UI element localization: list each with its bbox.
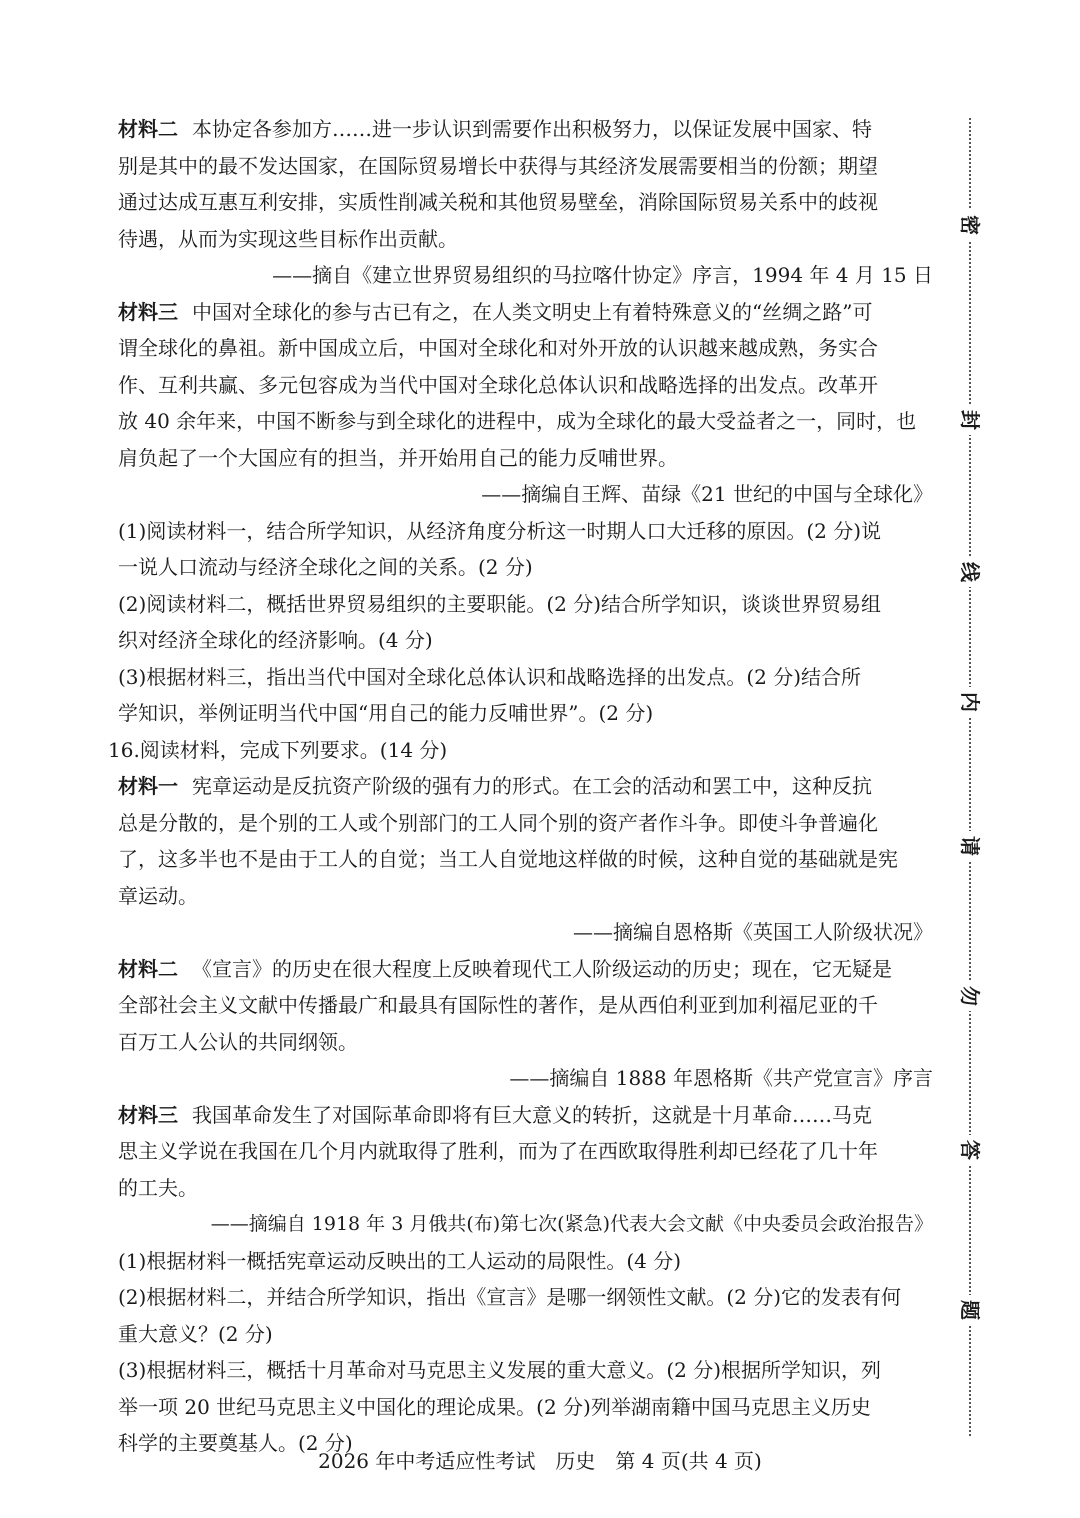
q15-subquestions bbox=[118, 513, 933, 732]
text-line: 待遇，从而为实现这些目标作出贡献。 bbox=[118, 226, 458, 251]
text-line: 材料二 《宣言》的历史在很大程度上反映着现代工人阶级运动的历史；现在，它无疑是 bbox=[118, 956, 892, 981]
text-line: 材料三 中国对全球化的参与古已有之，在人类文明史上有着特殊意义的“丝绸之路”可 bbox=[118, 299, 873, 324]
text-line: 肩负起了一个大国应有的担当，并开始用自己的能力反哺世界。 bbox=[118, 445, 678, 470]
citation: ——摘编自王辉、苗绿《21 世纪的中国与全球化》 bbox=[481, 482, 933, 506]
text-line: 谓全球化的鼻祖。新中国成立后，中国对全球化和对外开放的认识越来越成熟，务实合 bbox=[118, 336, 878, 360]
exam-page-content bbox=[108, 111, 933, 1462]
text-line: 思主义学说在我国在几个月内就取得了胜利，而为了在西欧取得胜利却已经花了几十年 bbox=[118, 1139, 878, 1163]
citation: ——摘编自恩格斯《英国工人阶级状况》 bbox=[573, 920, 933, 944]
subquestion-line: (1)根据材料一概括宪章运动反映出的工人运动的局限性。(4 分) bbox=[118, 1248, 682, 1273]
binding-line bbox=[955, 118, 985, 1436]
text-line: 别是其中的最不发达国家，在国际贸易增长中获得与其经济发展需要相当的份额；期望 bbox=[118, 153, 878, 178]
subquestion-line: 科学的主要奠基人。(2 分) bbox=[118, 1431, 353, 1455]
subquestion-line: (3)根据材料三，指出当代中国对全球化总体认识和战略选择的出发点。(2 分)结合所 bbox=[118, 664, 862, 689]
text-line: 作、互利共赢、多元包容成为当代中国对全球化总体认识和战略选择的出发点。改革开 bbox=[118, 372, 878, 397]
q16-material-2 bbox=[118, 951, 933, 1097]
subquestion-line: (1)阅读材料一，结合所学知识，从经济角度分析这一时期人口大迁移的原因。(2 分)说 bbox=[118, 518, 882, 543]
text-line: 章运动。 bbox=[118, 883, 198, 908]
text-line: 材料二 本协定各参加方……进一步认识到需要作出积极努力，以保证发展中国家、特 bbox=[118, 117, 872, 141]
binding-char: 内 bbox=[958, 687, 982, 717]
material-label: 材料三 bbox=[118, 1102, 178, 1127]
subquestion-line: 重大意义？(2 分) bbox=[118, 1321, 273, 1346]
q16-material-1 bbox=[118, 768, 933, 951]
subquestion-line: 学知识，举例证明当代中国“用自己的能力反哺世界”。(2 分) bbox=[118, 701, 654, 725]
subquestion-line: 织对经济全球化的经济影响。(4 分) bbox=[118, 628, 433, 652]
binding-char: 线 bbox=[958, 557, 982, 587]
subquestion-line: (2)根据材料二，并结合所学知识，指出《宣言》是哪一纲领性文献。(2 分)它的发表有何 bbox=[118, 1285, 902, 1309]
question-16-heading: 16.阅读材料，完成下列要求。(14 分) bbox=[108, 737, 448, 762]
material-label: 材料二 bbox=[118, 956, 178, 981]
text-line: 百万工人公认的共同纲领。 bbox=[118, 1029, 358, 1054]
material-label: 材料三 bbox=[118, 299, 178, 324]
subquestion-line: (2)阅读材料二，概括世界贸易组织的主要职能。(2 分)结合所学知识，谈谈世界贸易组 bbox=[118, 591, 882, 616]
binding-char: 密 bbox=[958, 210, 982, 240]
citation: ——摘编自 1918 年 3 月俄共(布)第七次(紧急)代表大会文献《中央委员会政治报告》 bbox=[210, 1213, 933, 1235]
q16-subquestions bbox=[118, 1243, 933, 1462]
text-line: 了，这多半也不是由于工人的自觉；当工人自觉地这样做的时候，这种自觉的基础就是宪 bbox=[118, 847, 898, 871]
dotted-seal-line bbox=[969, 118, 971, 1436]
text-line: 全部社会主义文献中传播最广和最具有国际性的著作，是从西伯利亚到加利福尼亚的千 bbox=[118, 993, 878, 1017]
binding-char: 封 bbox=[958, 405, 982, 435]
citation: ——摘编自 1888 年恩格斯《共产党宣言》序言 bbox=[509, 1066, 933, 1090]
subquestion-line: 举一项 20 世纪马克思主义中国化的理论成果。(2 分)列举湖南籍中国马克思主义历史 bbox=[118, 1394, 871, 1419]
text-line: 材料一 宪章运动是反抗资产阶级的强有力的形式。在工会的活动和罢工中，这种反抗 bbox=[118, 774, 872, 798]
material-3-globalization bbox=[118, 294, 933, 513]
material-label: 材料二 bbox=[118, 117, 178, 141]
binding-char: 答 bbox=[958, 1135, 982, 1165]
text-line: 总是分散的，是个别的工人或个别部门的工人同个别的资产者作斗争。即使斗争普遍化 bbox=[118, 810, 878, 835]
citation: ——摘自《建立世界贸易组织的马拉喀什协定》序言，1994 年 4 月 15 日 bbox=[272, 263, 933, 287]
q16-material-3 bbox=[118, 1097, 933, 1243]
binding-char: 请 bbox=[958, 831, 982, 861]
page-footer: 2026 年中考适应性考试 历史 第 4 页(共 4 页) bbox=[318, 1449, 762, 1473]
subquestion-line: (3)根据材料三，概括十月革命对马克思主义发展的重大意义。(2 分)根据所学知识，列 bbox=[118, 1358, 882, 1382]
material-2-wto bbox=[118, 111, 933, 294]
binding-char: 题 bbox=[958, 1295, 982, 1325]
text-line: 通过达成互惠互利安排，实质性削减关税和其他贸易壁垒，消除国际贸易关系中的歧视 bbox=[118, 190, 878, 214]
subquestion-line: 一说人口流动与经济全球化之间的关系。(2 分) bbox=[118, 555, 533, 579]
text-line: 的工夫。 bbox=[118, 1175, 198, 1200]
text-line: 材料三 我国革命发生了对国际革命即将有巨大意义的转折，这就是十月革命……马克 bbox=[118, 1102, 872, 1127]
material-label: 材料一 bbox=[118, 774, 178, 798]
binding-char: 勿 bbox=[958, 981, 982, 1011]
text-line: 放 40 余年来，中国不断参与到全球化的进程中，成为全球化的最大受益者之一，同时，也 bbox=[118, 409, 917, 433]
